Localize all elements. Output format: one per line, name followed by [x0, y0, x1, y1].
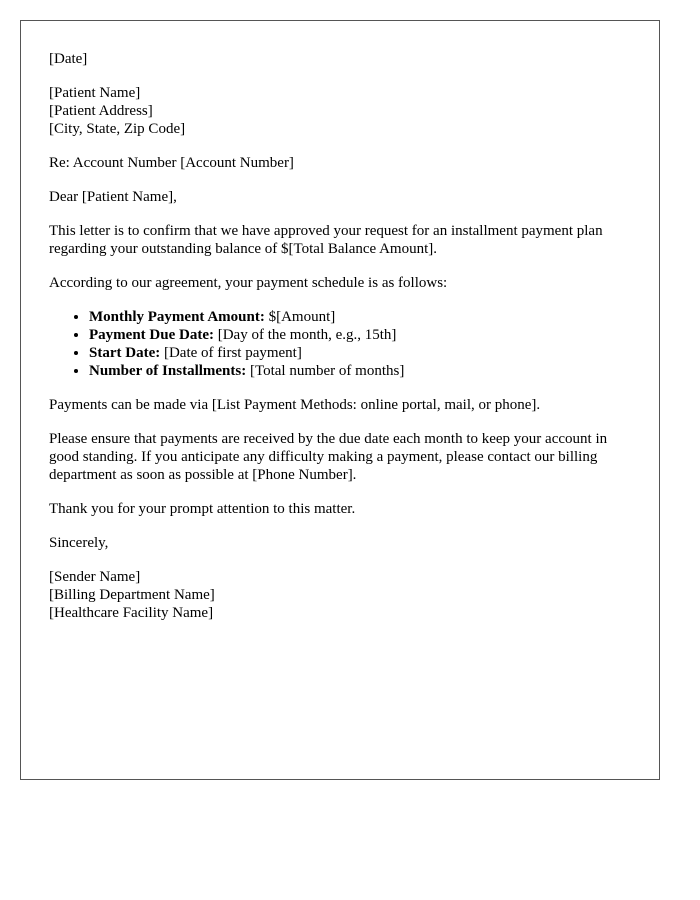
recipient-name: [Patient Name]	[49, 85, 141, 101]
schedule-item-due-date	[89, 326, 639, 344]
schedule-item-label: Start Date:	[89, 345, 161, 361]
recipient-city-state-zip: [City, State, Zip Code]	[49, 121, 186, 137]
schedule-item-value: [Total number of months]	[246, 363, 405, 379]
payment-methods-paragraph: Payments can be made via [List Payment Methods: online portal, mail, or phone].	[49, 397, 541, 413]
recipient-address: [Patient Address]	[49, 103, 153, 119]
intro-paragraph: This letter is to confirm that we have approved your request for an installment payment plan regarding your outstanding balance of $[Total Balance Amount].	[49, 223, 603, 257]
thanks-paragraph: Thank you for your prompt attention to this matter.	[49, 501, 356, 517]
schedule-item-installments	[89, 362, 639, 380]
sender-name: [Sender Name]	[49, 569, 141, 585]
sender-block	[49, 568, 639, 622]
sender-facility: [Healthcare Facility Name]	[49, 605, 214, 621]
schedule-item-value: [Day of the month, e.g., 15th]	[213, 327, 397, 343]
payment-schedule-list	[49, 308, 639, 380]
schedule-intro: According to our agreement, your payment schedule is as follows:	[49, 275, 448, 291]
closing: Sincerely,	[49, 535, 109, 551]
reminder-paragraph: Please ensure that payments are received by the due date each month to keep your account in good standing. If you anticipate any difficulty making a payment, please contact our billing department as soon as possible at [Phone Number].	[49, 431, 608, 483]
sender-department: [Billing Department Name]	[49, 587, 215, 603]
letter-date: [Date]	[49, 51, 88, 67]
salutation: Dear [Patient Name],	[49, 189, 177, 205]
schedule-item-value: [Date of first payment]	[160, 345, 302, 361]
schedule-item-label: Payment Due Date:	[89, 327, 214, 343]
schedule-item-monthly-amount	[89, 308, 639, 326]
schedule-item-label: Monthly Payment Amount:	[89, 309, 265, 325]
schedule-item-label: Number of Installments:	[89, 363, 247, 379]
re-line: Re: Account Number [Account Number]	[49, 155, 294, 171]
recipient-block	[49, 84, 639, 138]
letter-body	[49, 50, 639, 638]
schedule-item-start-date	[89, 344, 639, 362]
schedule-item-value: $[Amount]	[264, 309, 336, 325]
letter-page	[20, 20, 660, 780]
